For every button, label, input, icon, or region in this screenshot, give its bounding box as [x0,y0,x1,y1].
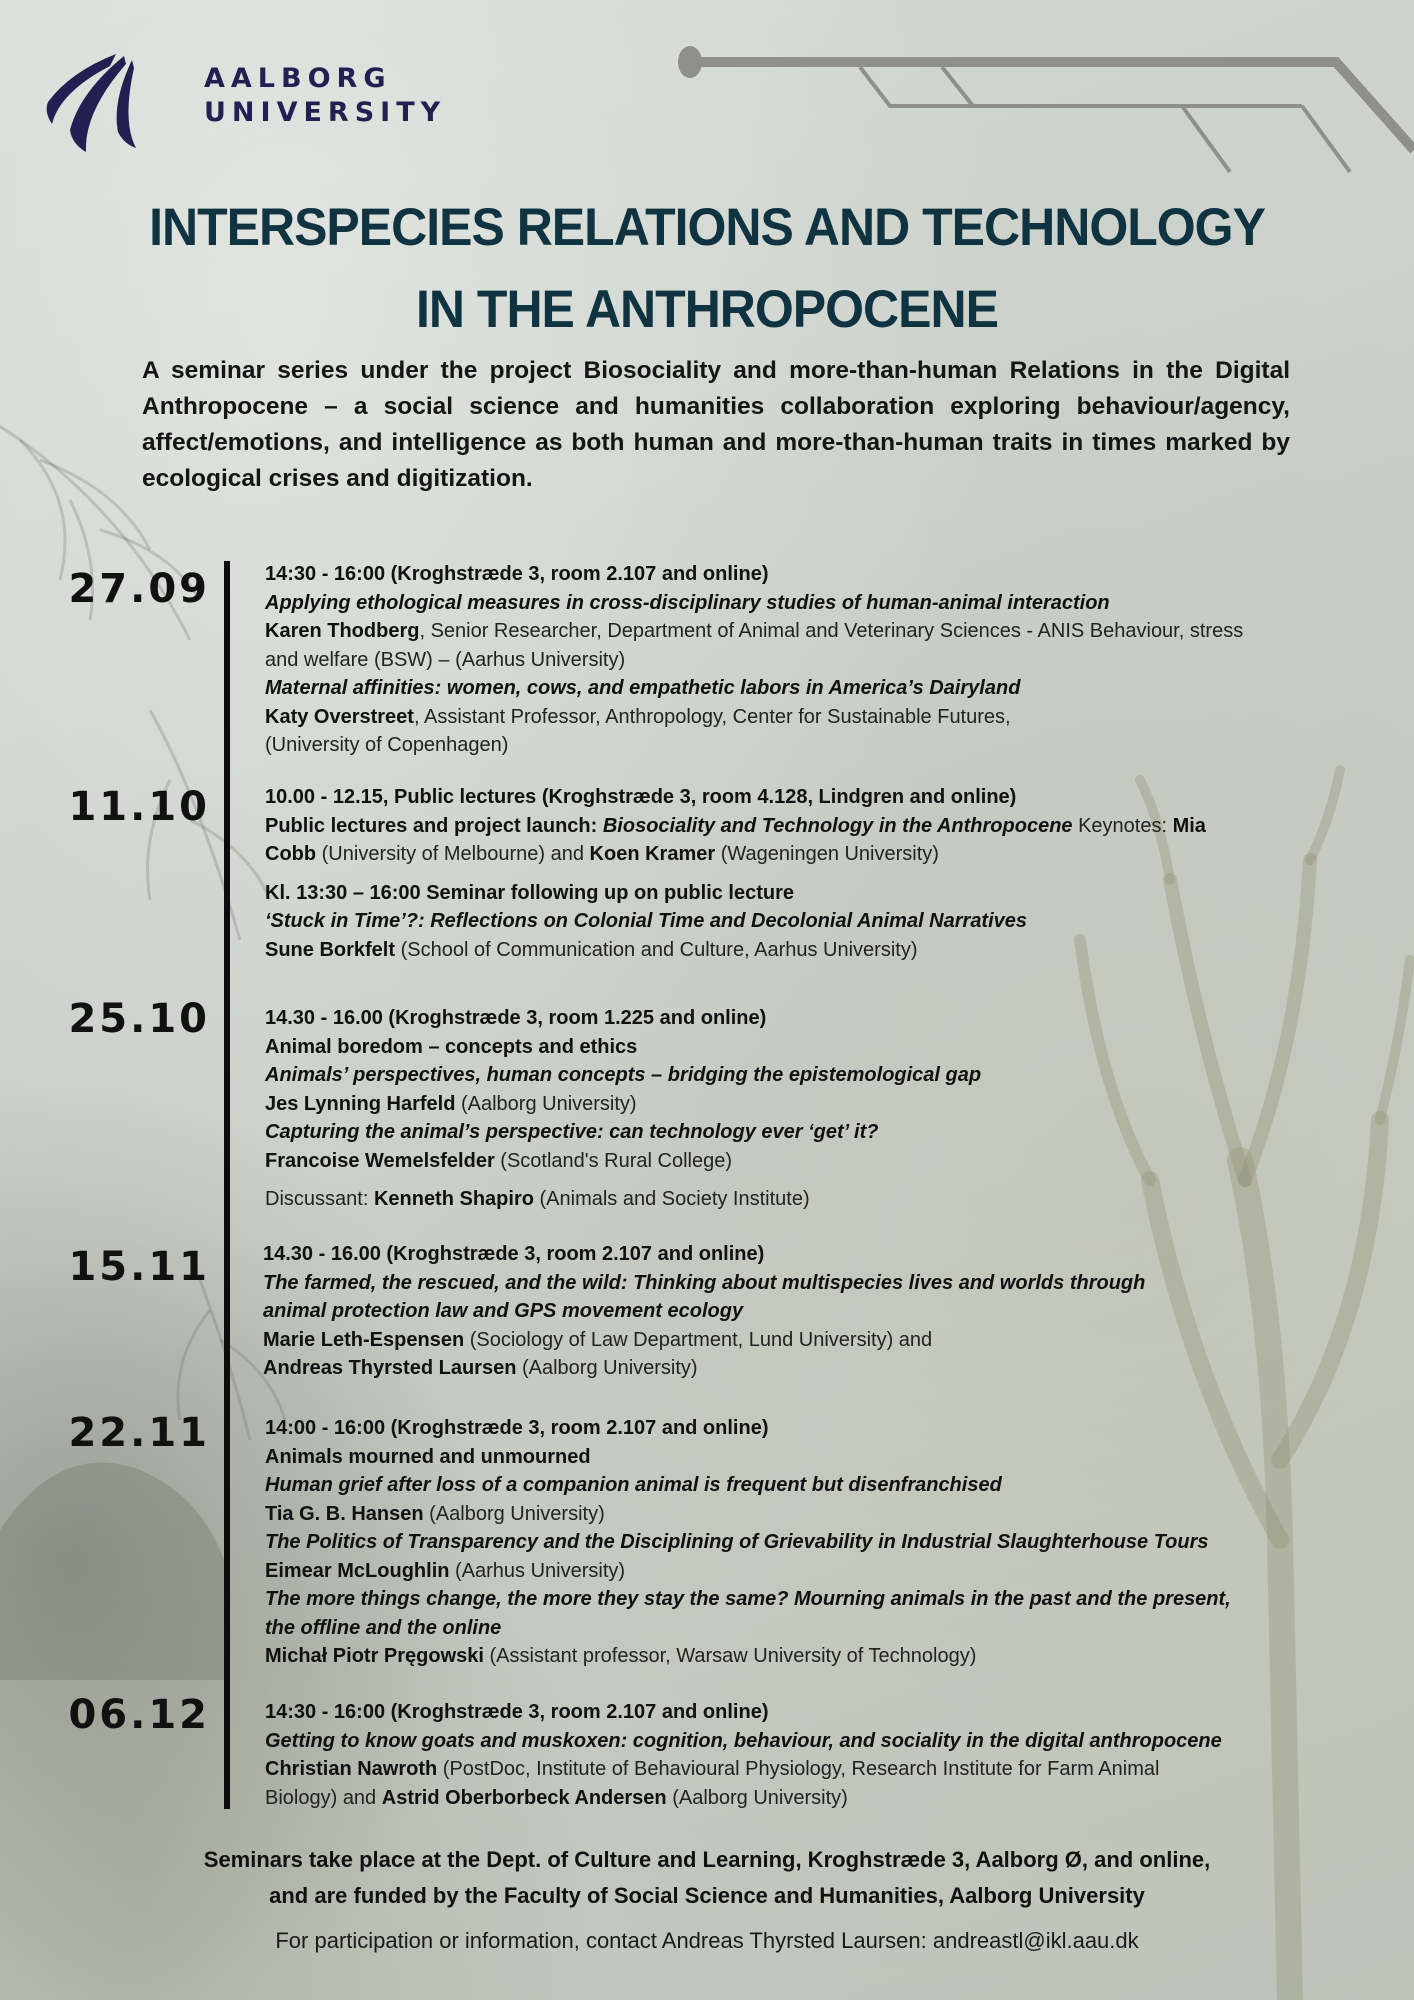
event-block [265,1698,1355,1812]
speaker-name: Sune Borkfelt [265,938,396,961]
wordmark-line-2: UNIVERSITY [204,97,447,128]
talk-title: Capturing the animal’s perspective: can technology ever ‘get’ it? [265,1121,879,1143]
speaker-affiliation: (Aalborg University) [423,1502,605,1525]
event-time: 14:30 - 16:00 (Kroghstræde 3, room 2.107 and online) [265,1701,769,1723]
seminar-theme: Animal boredom – concepts and ethics [265,1035,638,1058]
speaker-affiliation: (Wageningen University) [715,843,939,865]
contact-line [0,1928,1414,1954]
speaker-name: Andreas Thyrsted Laursen [263,1357,517,1379]
event-date: 15.11 [68,1244,210,1290]
speaker-name: Eimear McLoughlin [265,1559,450,1582]
event-time: 14.30 - 16.00 (Kroghstræde 3, room 1.225 and online) [265,1007,767,1029]
speaker-affiliation: (Aalborg University) [455,1092,637,1115]
talk-title: Human grief after loss of a companion animal is frequent but disenfranchised [265,1474,1002,1496]
talk-title-continued: animal protection law and GPS movement ecology [263,1300,744,1322]
speaker-affiliation: (Assistant professor, Warsaw University of Technology) [483,1645,977,1667]
speaker-affiliation: , Assistant Professor, Anthropology, Center for Sustainable Futures, [413,705,1011,728]
speaker-name: Marie Leth-Espensen [263,1328,465,1351]
speaker-affiliation: (Aalborg University) [666,1786,848,1809]
event-date: 27.09 [68,566,210,612]
keynote-speaker: Koen Kramer [589,843,716,865]
speaker-name: Karen Thodberg [265,620,420,642]
venue-funding-note [0,1842,1414,1914]
event-block [265,560,1355,760]
talk-title-continued: the offline and the online [265,1616,502,1639]
event-time: 10.00 - 12.15, Public lectures (Kroghstræde 3, room 4.128, Lindgren and online) [265,786,1017,808]
intro-paragraph: A seminar series under the project Biosociality and more-than-human Relations in the Digital Anthropocene – a social science and humanities collaboration exploring behaviour/agency, affect/emotions, and intelligence as both human and more-than-human traits in times marked by ecological crises and digitization. [142,357,1290,492]
poster-title [0,186,1414,350]
talk-title: Getting to know goats and muskoxen: cognition, behaviour, and sociality in the digital anthropocene [265,1729,1222,1752]
event-date: 25.10 [68,996,210,1042]
contact-label: For participation or information, contact Andreas Thyrsted Laursen: [275,1928,933,1953]
circuit-line-decoration [670,40,1414,180]
talk-title: Animals’ perspectives, human concepts – bridging the epistemological gap [265,1064,982,1086]
talk-title: Maternal affinities: women, cows, and empathetic labors in America’s Dairyland [265,677,1021,699]
speaker-name: Astrid Oberborbeck Andersen [381,1786,667,1809]
speaker-affiliation: Biology) and [265,1786,382,1809]
university-wordmark [204,62,446,130]
speaker-affiliation: (University of Melbourne) and [316,843,590,865]
discussant-name: Kenneth Shapiro [373,1188,534,1210]
speaker-name: Francoise Wemelsfelder [265,1149,495,1172]
wordmark-line-1: AALBORG [204,63,392,94]
speaker-affiliation: (Sociology of Law Department, Lund University) and [464,1328,933,1351]
discussant-affiliation: (Animals and Society Institute) [533,1188,810,1210]
speaker-affiliation: (University of Copenhagen) [265,734,509,756]
seminar-time: Kl. 13:30 – 16:00 Seminar following up on public lecture [265,881,795,904]
event-block [265,783,1355,964]
speaker-name: Christian Nawroth [265,1758,438,1780]
seminar-theme: Animals mourned and unmourned [265,1445,591,1468]
talk-title: ‘Stuck in Time’?: Reflections on Colonial Time and Decolonial Animal Narratives [265,910,1028,932]
speaker-affiliation: and welfare (BSW) – (Aarhus University) [265,648,626,671]
event-block [265,1414,1355,1671]
event-block [265,1004,1355,1214]
launch-title: Biosociality and Technology in the Anthropocene [602,814,1073,837]
speaker-name: Jes Lynning Harfeld [265,1092,456,1115]
talk-title: The Politics of Transparency and the Disciplining of Grievability in Industrial Slaughterhouse Tours [265,1531,1209,1553]
event-date: 06.12 [68,1692,210,1738]
venue-line: Seminars take place at the Dept. of Culture and Learning, Kroghstræde 3, Aalborg Ø, and online, [203,1847,1211,1872]
title-line-2: IN THE ANTHROPOCENE [416,279,998,339]
talk-title: Applying ethological measures in cross-disciplinary studies of human-animal interaction [265,591,1110,614]
speaker-affiliation: (Aalborg University) [516,1357,698,1379]
talk-title: The farmed, the rescued, and the wild: Thinking about multispecies lives and worlds through [263,1271,1146,1294]
timeline-divider [224,561,230,1809]
aalborg-university-logo-icon [40,52,140,152]
keynotes-label: Keynotes: [1072,814,1173,837]
event-time: 14.30 - 16.00 (Kroghstræde 3, room 2.107 and online) [263,1243,765,1265]
speaker-name: Tia G. B. Hansen [265,1502,424,1525]
event-date: 11.10 [68,784,210,830]
launch-label: Public lectures and project launch: [265,814,603,837]
contact-email-link[interactable]: andreastl@ikl.aau.dk [932,1928,1139,1953]
funding-line: and are funded by the Faculty of Social Science and Humanities, Aalborg University [269,1883,1145,1908]
speaker-affiliation: (PostDoc, Institute of Behavioural Physiology, Research Institute for Farm Animal [437,1758,1160,1780]
discussant-label: Discussant: [265,1188,374,1210]
event-time: 14:00 - 16:00 (Kroghstræde 3, room 2.107 and online) [265,1417,769,1439]
keynote-speaker-first: Mia [1172,814,1206,837]
event-block [263,1240,1353,1383]
keynote-speaker-last: Cobb [265,843,317,865]
speaker-name: Katy Overstreet [265,705,414,728]
speaker-affiliation: , Senior Researcher, Department of Animal and Veterinary Sciences - ANIS Behaviour, stress [419,620,1244,642]
speaker-name: Michał Piotr Pręgowski [265,1645,484,1667]
title-line-1: INTERSPECIES RELATIONS AND TECHNOLOGY [149,197,1265,257]
speaker-affiliation: (Aarhus University) [449,1559,626,1582]
event-time: 14:30 - 16:00 (Kroghstræde 3, room 2.107 and online) [265,563,769,585]
talk-title: The more things change, the more they stay the same? Mourning animals in the past and the present, [265,1588,1231,1610]
speaker-affiliation: (Scotland's Rural College) [494,1149,732,1172]
speaker-affiliation: (School of Communication and Culture, Aarhus University) [395,938,918,961]
event-date: 22.11 [68,1410,210,1456]
